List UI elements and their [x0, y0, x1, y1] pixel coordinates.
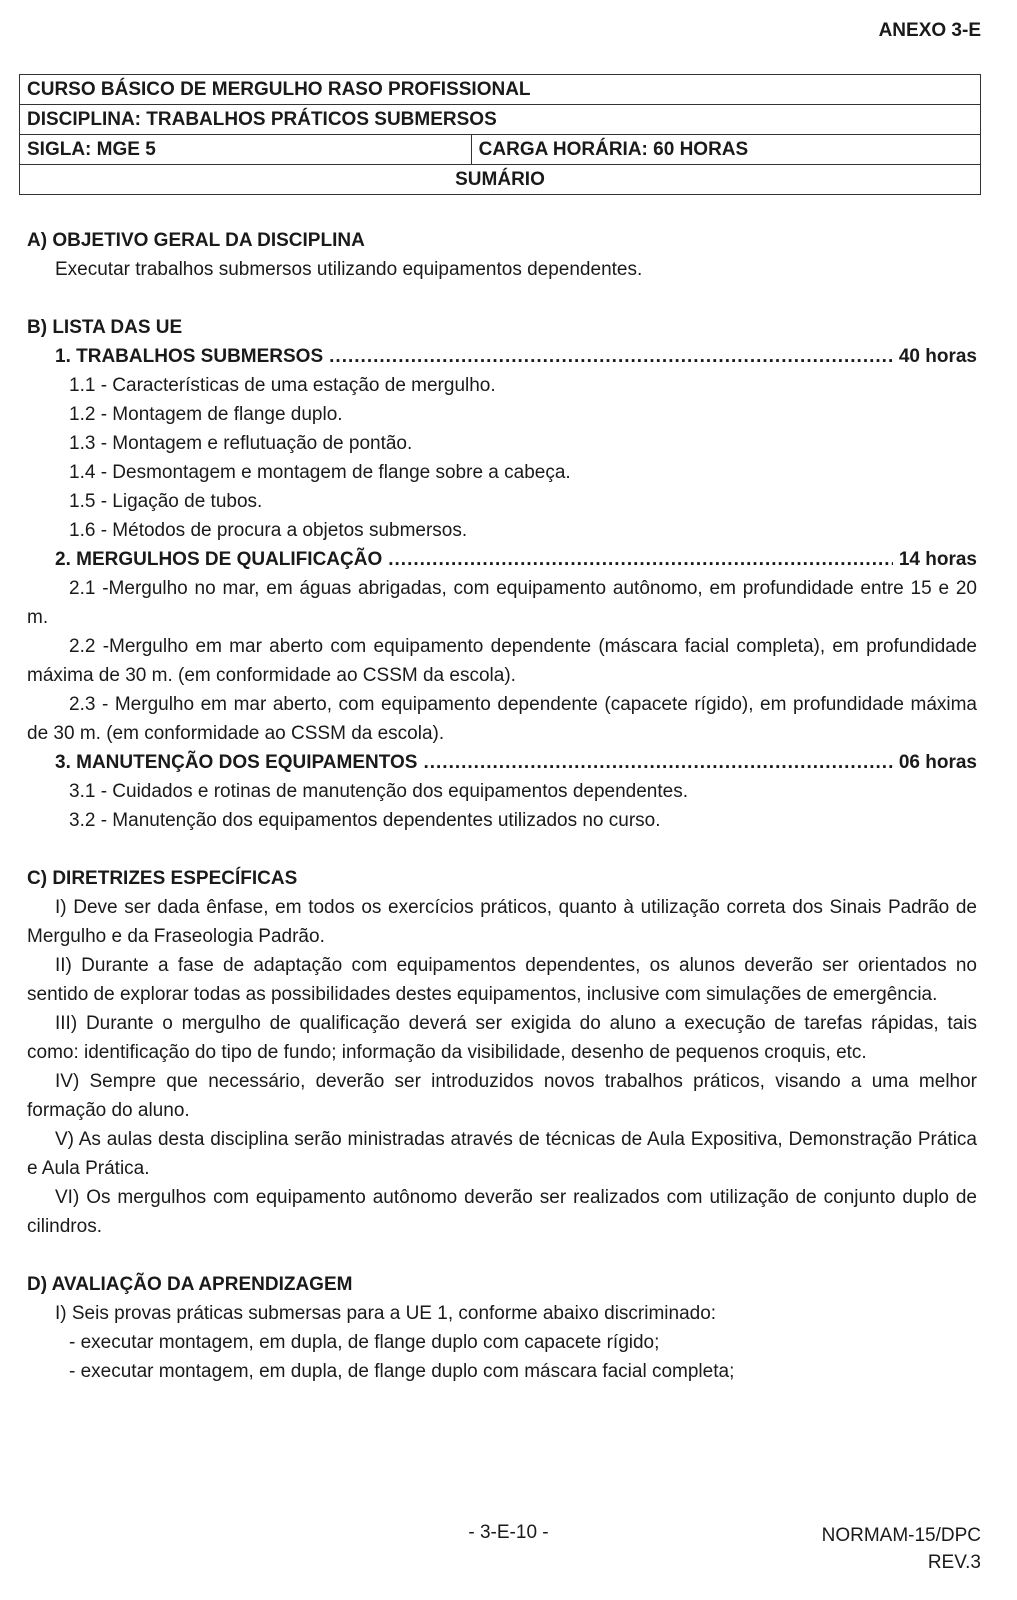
unit-title: 2. MERGULHOS DE QUALIFICAÇÃO [55, 549, 383, 570]
course-title: CURSO BÁSICO DE MERGULHO RASO PROFISSIONAL [20, 75, 981, 105]
list-item: 1.2 - Montagem de flange duplo. [69, 404, 343, 425]
list-item: 1.5 - Ligação de tubos. [69, 491, 263, 512]
unit-3-heading [27, 748, 977, 777]
unit-hours: 14 horas [898, 549, 977, 570]
unit-title: 1. TRABALHOS SUBMERSOS [55, 346, 324, 367]
section-d-title: D) AVALIAÇÃO DA APRENDIZAGEM [27, 1274, 353, 1295]
section-a-text: Executar trabalhos submersos utilizando equipamentos dependentes. [55, 259, 643, 280]
unit-title: 3. MANUTENÇÃO DOS EQUIPAMENTOS [55, 752, 418, 773]
unit-1-heading [27, 342, 977, 371]
guideline-paragraph: I) Deve ser dada ênfase, em todos os exercícios práticos, quanto à utilização correta dos Sinais Padrão de Mergulho e da Fraseologia Padrão. [27, 897, 977, 947]
unit-2-heading [27, 545, 977, 574]
annex-label: ANEXO 3-E [878, 20, 981, 41]
list-item: 3.2 - Manutenção dos equipamentos dependentes utilizados no curso. [69, 810, 661, 831]
page-number: - 3-E-10 - [468, 1522, 549, 1543]
discipline-title: DISCIPLINA: TRABALHOS PRÁTICOS SUBMERSOS [20, 105, 981, 135]
document-reference [822, 1522, 981, 1576]
leader-dots [388, 545, 893, 574]
guideline-paragraph: IV) Sempre que necessário, deverão ser introduzidos novos trabalhos práticos, visando a uma melhor formação do aluno. [27, 1071, 977, 1121]
list-item: 1.6 - Métodos de procura a objetos submersos. [69, 520, 468, 541]
section-a-title: A) OBJETIVO GERAL DA DISCIPLINA [27, 230, 365, 251]
guideline-paragraph: V) As aulas desta disciplina serão ministradas através de técnicas de Aula Expositiva, Demonstração Prática e Aula Prática. [27, 1129, 977, 1179]
evaluation-intro: I) Seis provas práticas submersas para a UE 1, conforme abaixo discriminado: [55, 1303, 717, 1324]
list-item: - executar montagem, em dupla, de flange duplo com máscara facial completa; [69, 1361, 735, 1382]
leader-dots [423, 748, 892, 777]
revision-label: REV.3 [927, 1552, 981, 1573]
list-item: 1.4 - Desmontagem e montagem de flange sobre a cabeça. [69, 462, 571, 483]
unit-hours: 06 horas [898, 752, 977, 773]
guideline-paragraph: II) Durante a fase de adaptação com equipamentos dependentes, os alunos deverão ser orientados no sentido de explorar todas as possibilidades destes equipamentos, inclusive com simulações de emergência. [27, 955, 977, 1005]
section-c-title: C) DIRETRIZES ESPECÍFICAS [27, 868, 298, 889]
list-item: 1.1 - Características de uma estação de mergulho. [69, 375, 496, 396]
list-item: 1.3 - Montagem e reflutuação de pontão. [69, 433, 413, 454]
course-code: SIGLA: MGE 5 [20, 135, 472, 165]
summary-heading: SUMÁRIO [20, 165, 981, 195]
course-hours: CARGA HORÁRIA: 60 HORAS [471, 135, 980, 165]
list-item: 2.1 -Mergulho no mar, em águas abrigadas, com equipamento autônomo, em profundidade entre 15 e 20 m. [27, 578, 977, 628]
guideline-paragraph: VI) Os mergulhos com equipamento autônomo deverão ser realizados com utilização de conjunto duplo de cilindros. [27, 1187, 977, 1237]
document-code: NORMAM-15/DPC [821, 1525, 981, 1546]
leader-dots [329, 342, 893, 371]
list-item: 2.2 -Mergulho em mar aberto com equipamento dependente (máscara facial completa), em profundidade máxima de 30 m. (em conformidade ao CSSM da escola). [27, 636, 977, 686]
document-body [27, 226, 977, 1386]
list-item: 2.3 - Mergulho em mar aberto, com equipamento dependente (capacete rígido), em profundidade máxima de 30 m. (em conformidade ao CSSM da escola). [27, 694, 977, 744]
list-item: 3.1 - Cuidados e rotinas de manutenção dos equipamentos dependentes. [69, 781, 688, 802]
header-table [19, 74, 981, 195]
guideline-paragraph: III) Durante o mergulho de qualificação deverá ser exigida do aluno a execução de tarefas rápidas, tais como: identificação do tipo de fundo; informação da visibilidade, desenho de pequenos croquis, etc. [27, 1013, 977, 1063]
list-item: - executar montagem, em dupla, de flange duplo com capacete rígido; [69, 1332, 660, 1353]
unit-hours: 40 horas [898, 346, 977, 367]
section-b-title: B) LISTA DAS UE [27, 317, 183, 338]
